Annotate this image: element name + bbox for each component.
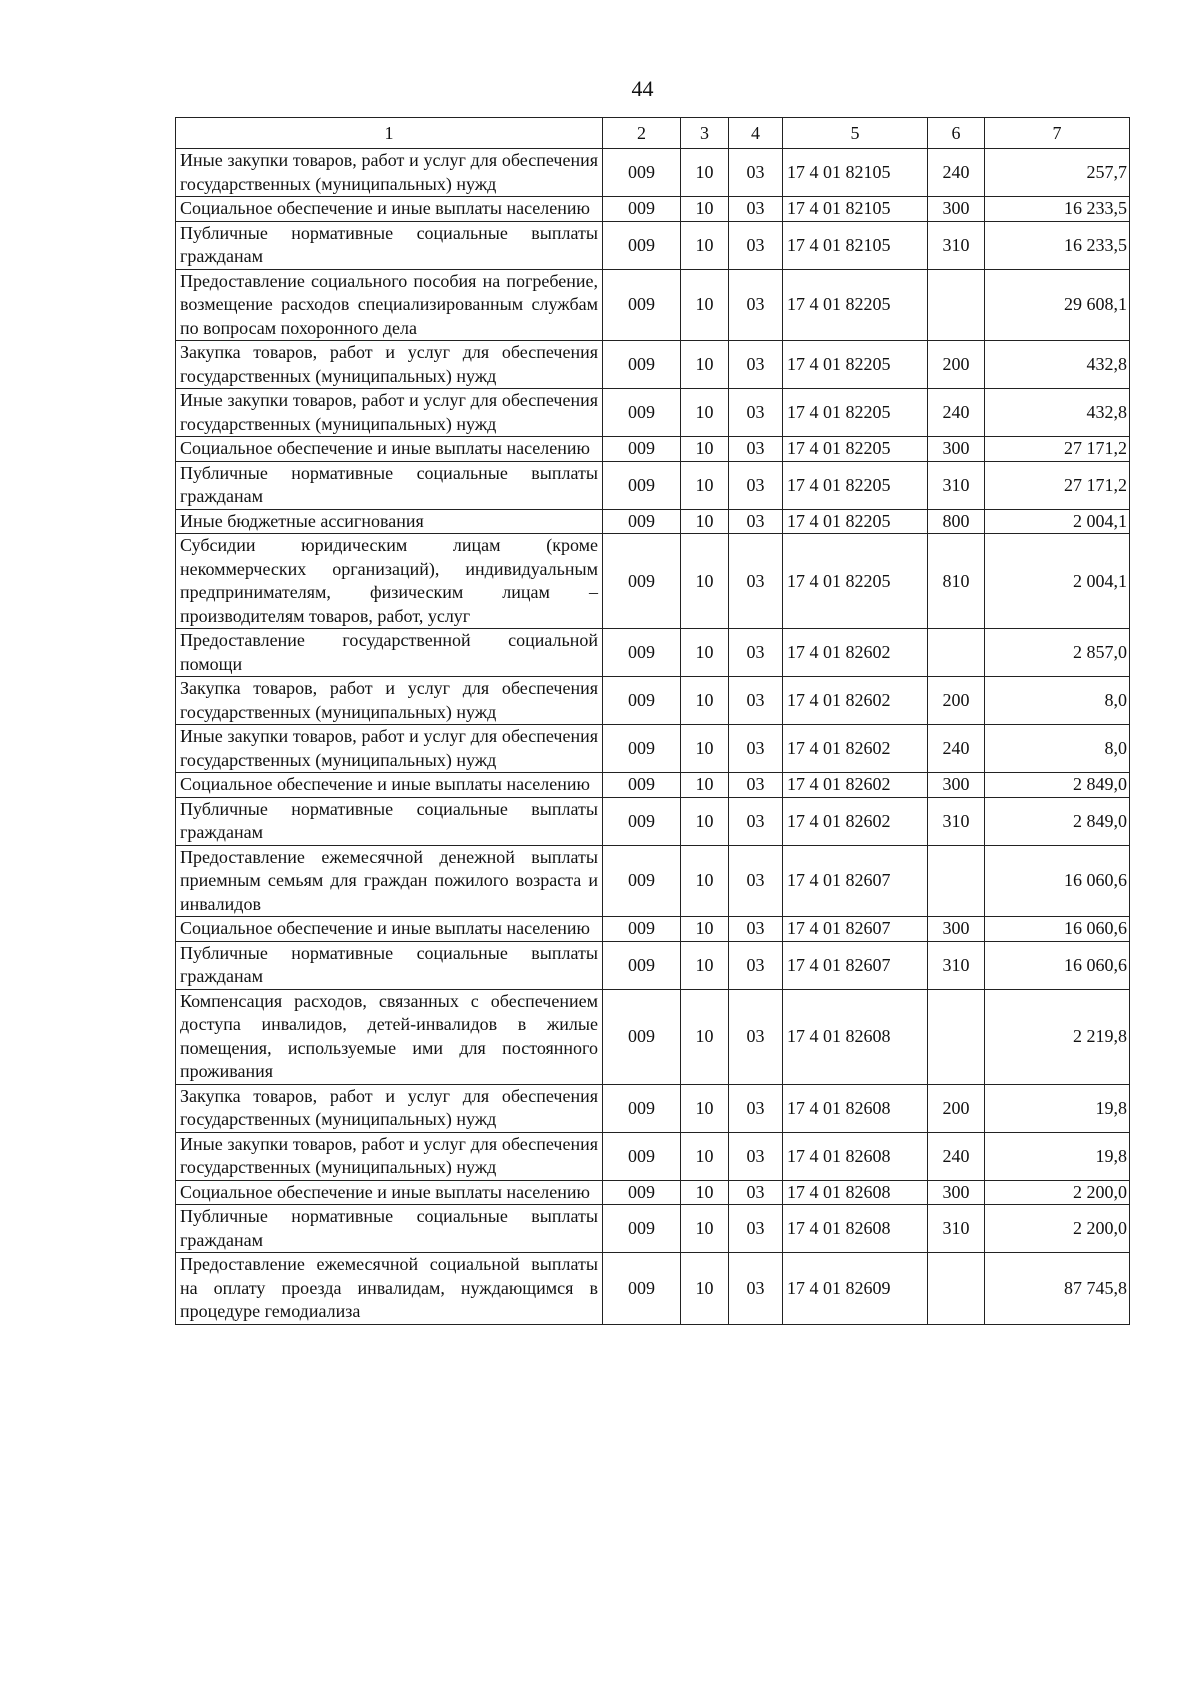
row-ministry-code: 009 bbox=[603, 534, 681, 629]
row-section: 10 bbox=[681, 1205, 729, 1253]
row-section: 10 bbox=[681, 221, 729, 269]
row-description: Закупка товаров, работ и услуг для обеспечения государственных (муниципальных) нужд bbox=[176, 1084, 603, 1132]
row-description: Предоставление ежемесячной социальной выплаты на оплату проезда инвалидам, нуждающимся в процедуре гемодиализа bbox=[176, 1253, 603, 1325]
row-target-article: 17 4 01 82205 bbox=[783, 269, 928, 341]
table-row bbox=[176, 773, 1130, 798]
row-description: Публичные нормативные социальные выплаты гражданам bbox=[176, 1205, 603, 1253]
table-row bbox=[176, 509, 1130, 534]
row-subsection: 03 bbox=[729, 221, 783, 269]
col-header-6: 6 bbox=[928, 118, 985, 149]
header-row bbox=[176, 118, 1130, 149]
row-target-article: 17 4 01 82608 bbox=[783, 1084, 928, 1132]
row-expense-type: 300 bbox=[928, 437, 985, 462]
row-amount: 2 200,0 bbox=[985, 1180, 1130, 1205]
row-description: Закупка товаров, работ и услуг для обеспечения государственных (муниципальных) нужд bbox=[176, 341, 603, 389]
row-expense-type: 240 bbox=[928, 1132, 985, 1180]
row-amount: 2 004,1 bbox=[985, 534, 1130, 629]
row-ministry-code: 009 bbox=[603, 725, 681, 773]
row-expense-type: 300 bbox=[928, 1180, 985, 1205]
row-description: Предоставление социального пособия на погребение, возмещение расходов специализированным службам по вопросам похоронного дела bbox=[176, 269, 603, 341]
row-subsection: 03 bbox=[729, 1132, 783, 1180]
row-amount: 432,8 bbox=[985, 389, 1130, 437]
row-expense-type: 240 bbox=[928, 725, 985, 773]
row-target-article: 17 4 01 82602 bbox=[783, 629, 928, 677]
row-expense-type bbox=[928, 269, 985, 341]
row-section: 10 bbox=[681, 341, 729, 389]
page-number: 44 bbox=[631, 76, 654, 101]
col-header-1: 1 bbox=[176, 118, 603, 149]
row-description: Социальное обеспечение и иные выплаты населению bbox=[176, 917, 603, 942]
row-subsection: 03 bbox=[729, 1180, 783, 1205]
row-subsection: 03 bbox=[729, 1084, 783, 1132]
row-expense-type bbox=[928, 989, 985, 1084]
row-subsection: 03 bbox=[729, 845, 783, 917]
row-amount: 16 233,5 bbox=[985, 221, 1130, 269]
row-subsection: 03 bbox=[729, 1205, 783, 1253]
row-section: 10 bbox=[681, 389, 729, 437]
row-ministry-code: 009 bbox=[603, 269, 681, 341]
row-section: 10 bbox=[681, 1180, 729, 1205]
row-description: Иные закупки товаров, работ и услуг для обеспечения государственных (муниципальных) нужд bbox=[176, 725, 603, 773]
row-subsection: 03 bbox=[729, 149, 783, 197]
row-ministry-code: 009 bbox=[603, 1132, 681, 1180]
row-subsection: 03 bbox=[729, 269, 783, 341]
row-target-article: 17 4 01 82602 bbox=[783, 677, 928, 725]
row-description: Социальное обеспечение и иные выплаты населению bbox=[176, 773, 603, 798]
row-expense-type: 310 bbox=[928, 1205, 985, 1253]
row-target-article: 17 4 01 82609 bbox=[783, 1253, 928, 1325]
row-subsection: 03 bbox=[729, 797, 783, 845]
row-expense-type: 300 bbox=[928, 773, 985, 798]
row-section: 10 bbox=[681, 797, 729, 845]
row-ministry-code: 009 bbox=[603, 437, 681, 462]
row-amount: 27 171,2 bbox=[985, 461, 1130, 509]
row-ministry-code: 009 bbox=[603, 461, 681, 509]
row-expense-type: 810 bbox=[928, 534, 985, 629]
row-description: Иные закупки товаров, работ и услуг для обеспечения государственных (муниципальных) нужд bbox=[176, 389, 603, 437]
row-amount: 29 608,1 bbox=[985, 269, 1130, 341]
row-section: 10 bbox=[681, 941, 729, 989]
row-expense-type: 240 bbox=[928, 389, 985, 437]
row-target-article: 17 4 01 82205 bbox=[783, 509, 928, 534]
row-amount: 2 857,0 bbox=[985, 629, 1130, 677]
row-description: Субсидии юридическим лицам (кроме некоммерческих организаций), индивидуальным предпринимателям, физическим лицам – производителям товаров, работ, услуг bbox=[176, 534, 603, 629]
table-row bbox=[176, 941, 1130, 989]
row-ministry-code: 009 bbox=[603, 1084, 681, 1132]
row-expense-type: 200 bbox=[928, 1084, 985, 1132]
row-target-article: 17 4 01 82608 bbox=[783, 1205, 928, 1253]
table-row bbox=[176, 534, 1130, 629]
row-description: Социальное обеспечение и иные выплаты населению bbox=[176, 437, 603, 462]
row-amount: 19,8 bbox=[985, 1084, 1130, 1132]
table-row bbox=[176, 725, 1130, 773]
row-amount: 87 745,8 bbox=[985, 1253, 1130, 1325]
row-description: Предоставление государственной социальной помощи bbox=[176, 629, 603, 677]
table-row bbox=[176, 1084, 1130, 1132]
row-section: 10 bbox=[681, 149, 729, 197]
row-amount: 16 233,5 bbox=[985, 197, 1130, 222]
table-row bbox=[176, 461, 1130, 509]
row-subsection: 03 bbox=[729, 341, 783, 389]
table-row bbox=[176, 221, 1130, 269]
row-target-article: 17 4 01 82607 bbox=[783, 917, 928, 942]
row-section: 10 bbox=[681, 534, 729, 629]
row-amount: 27 171,2 bbox=[985, 437, 1130, 462]
table-row bbox=[176, 797, 1130, 845]
row-subsection: 03 bbox=[729, 917, 783, 942]
row-amount: 2 004,1 bbox=[985, 509, 1130, 534]
col-header-5: 5 bbox=[783, 118, 928, 149]
row-section: 10 bbox=[681, 269, 729, 341]
row-description: Публичные нормативные социальные выплаты гражданам bbox=[176, 797, 603, 845]
row-expense-type bbox=[928, 1253, 985, 1325]
table-row bbox=[176, 989, 1130, 1084]
row-expense-type: 200 bbox=[928, 677, 985, 725]
row-ministry-code: 009 bbox=[603, 221, 681, 269]
row-target-article: 17 4 01 82602 bbox=[783, 725, 928, 773]
row-section: 10 bbox=[681, 989, 729, 1084]
row-subsection: 03 bbox=[729, 989, 783, 1084]
row-section: 10 bbox=[681, 1084, 729, 1132]
row-section: 10 bbox=[681, 917, 729, 942]
row-ministry-code: 009 bbox=[603, 1253, 681, 1325]
row-ministry-code: 009 bbox=[603, 629, 681, 677]
col-header-2: 2 bbox=[603, 118, 681, 149]
table-row bbox=[176, 677, 1130, 725]
row-description: Социальное обеспечение и иные выплаты населению bbox=[176, 197, 603, 222]
table-row bbox=[176, 1205, 1130, 1253]
row-expense-type: 310 bbox=[928, 941, 985, 989]
row-amount: 16 060,6 bbox=[985, 941, 1130, 989]
row-section: 10 bbox=[681, 197, 729, 222]
row-target-article: 17 4 01 82607 bbox=[783, 845, 928, 917]
row-ministry-code: 009 bbox=[603, 197, 681, 222]
row-target-article: 17 4 01 82602 bbox=[783, 773, 928, 798]
row-amount: 2 849,0 bbox=[985, 797, 1130, 845]
row-section: 10 bbox=[681, 845, 729, 917]
row-expense-type bbox=[928, 629, 985, 677]
row-ministry-code: 009 bbox=[603, 941, 681, 989]
row-description: Закупка товаров, работ и услуг для обеспечения государственных (муниципальных) нужд bbox=[176, 677, 603, 725]
row-target-article: 17 4 01 82105 bbox=[783, 149, 928, 197]
row-ministry-code: 009 bbox=[603, 677, 681, 725]
row-section: 10 bbox=[681, 1132, 729, 1180]
row-expense-type: 200 bbox=[928, 341, 985, 389]
row-expense-type: 310 bbox=[928, 461, 985, 509]
table-row bbox=[176, 269, 1130, 341]
table-row bbox=[176, 1132, 1130, 1180]
row-section: 10 bbox=[681, 1253, 729, 1325]
row-section: 10 bbox=[681, 437, 729, 462]
row-subsection: 03 bbox=[729, 1253, 783, 1325]
row-amount: 257,7 bbox=[985, 149, 1130, 197]
row-expense-type: 240 bbox=[928, 149, 985, 197]
row-amount: 432,8 bbox=[985, 341, 1130, 389]
row-expense-type bbox=[928, 845, 985, 917]
row-target-article: 17 4 01 82105 bbox=[783, 221, 928, 269]
row-section: 10 bbox=[681, 677, 729, 725]
row-section: 10 bbox=[681, 773, 729, 798]
row-ministry-code: 009 bbox=[603, 773, 681, 798]
row-ministry-code: 009 bbox=[603, 389, 681, 437]
row-expense-type: 300 bbox=[928, 917, 985, 942]
table-row bbox=[176, 629, 1130, 677]
row-ministry-code: 009 bbox=[603, 149, 681, 197]
row-section: 10 bbox=[681, 725, 729, 773]
row-ministry-code: 009 bbox=[603, 509, 681, 534]
row-description: Публичные нормативные социальные выплаты гражданам bbox=[176, 461, 603, 509]
budget-table bbox=[175, 117, 1130, 1325]
col-header-3: 3 bbox=[681, 118, 729, 149]
row-subsection: 03 bbox=[729, 389, 783, 437]
row-target-article: 17 4 01 82205 bbox=[783, 341, 928, 389]
row-description: Иные закупки товаров, работ и услуг для обеспечения государственных (муниципальных) нужд bbox=[176, 149, 603, 197]
row-subsection: 03 bbox=[729, 773, 783, 798]
row-section: 10 bbox=[681, 629, 729, 677]
row-ministry-code: 009 bbox=[603, 989, 681, 1084]
row-target-article: 17 4 01 82205 bbox=[783, 389, 928, 437]
row-ministry-code: 009 bbox=[603, 845, 681, 917]
row-subsection: 03 bbox=[729, 534, 783, 629]
row-amount: 2 849,0 bbox=[985, 773, 1130, 798]
col-header-4: 4 bbox=[729, 118, 783, 149]
row-target-article: 17 4 01 82105 bbox=[783, 197, 928, 222]
row-subsection: 03 bbox=[729, 677, 783, 725]
row-description: Публичные нормативные социальные выплаты гражданам bbox=[176, 221, 603, 269]
table-row bbox=[176, 389, 1130, 437]
row-ministry-code: 009 bbox=[603, 341, 681, 389]
row-ministry-code: 009 bbox=[603, 1205, 681, 1253]
table-row bbox=[176, 197, 1130, 222]
row-subsection: 03 bbox=[729, 941, 783, 989]
row-subsection: 03 bbox=[729, 437, 783, 462]
row-amount: 8,0 bbox=[985, 725, 1130, 773]
row-section: 10 bbox=[681, 461, 729, 509]
row-target-article: 17 4 01 82607 bbox=[783, 941, 928, 989]
row-amount: 19,8 bbox=[985, 1132, 1130, 1180]
table-row bbox=[176, 437, 1130, 462]
row-target-article: 17 4 01 82608 bbox=[783, 1132, 928, 1180]
row-target-article: 17 4 01 82608 bbox=[783, 989, 928, 1084]
row-ministry-code: 009 bbox=[603, 917, 681, 942]
row-amount: 16 060,6 bbox=[985, 917, 1130, 942]
row-subsection: 03 bbox=[729, 461, 783, 509]
row-amount: 2 219,8 bbox=[985, 989, 1130, 1084]
row-ministry-code: 009 bbox=[603, 797, 681, 845]
row-target-article: 17 4 01 82205 bbox=[783, 534, 928, 629]
row-target-article: 17 4 01 82205 bbox=[783, 437, 928, 462]
row-subsection: 03 bbox=[729, 509, 783, 534]
row-expense-type: 310 bbox=[928, 797, 985, 845]
row-subsection: 03 bbox=[729, 629, 783, 677]
row-subsection: 03 bbox=[729, 197, 783, 222]
row-section: 10 bbox=[681, 509, 729, 534]
row-description: Иные закупки товаров, работ и услуг для обеспечения государственных (муниципальных) нужд bbox=[176, 1132, 603, 1180]
table-row bbox=[176, 149, 1130, 197]
table-row bbox=[176, 845, 1130, 917]
table-row bbox=[176, 917, 1130, 942]
row-ministry-code: 009 bbox=[603, 1180, 681, 1205]
row-description: Социальное обеспечение и иные выплаты населению bbox=[176, 1180, 603, 1205]
row-amount: 16 060,6 bbox=[985, 845, 1130, 917]
row-description: Предоставление ежемесячной денежной выплаты приемным семьям для граждан пожилого возраста и инвалидов bbox=[176, 845, 603, 917]
row-expense-type: 310 bbox=[928, 221, 985, 269]
row-description: Иные бюджетные ассигнования bbox=[176, 509, 603, 534]
row-target-article: 17 4 01 82608 bbox=[783, 1180, 928, 1205]
col-header-7: 7 bbox=[985, 118, 1130, 149]
row-target-article: 17 4 01 82205 bbox=[783, 461, 928, 509]
table-row bbox=[176, 1253, 1130, 1325]
row-expense-type: 800 bbox=[928, 509, 985, 534]
row-description: Компенсация расходов, связанных с обеспечением доступа инвалидов, детей-инвалидов в жилые помещения, используемые ими для постоянного проживания bbox=[176, 989, 603, 1084]
row-description: Публичные нормативные социальные выплаты гражданам bbox=[176, 941, 603, 989]
table-row bbox=[176, 1180, 1130, 1205]
row-expense-type: 300 bbox=[928, 197, 985, 222]
row-amount: 2 200,0 bbox=[985, 1205, 1130, 1253]
row-amount: 8,0 bbox=[985, 677, 1130, 725]
row-target-article: 17 4 01 82602 bbox=[783, 797, 928, 845]
table-row bbox=[176, 341, 1130, 389]
row-subsection: 03 bbox=[729, 725, 783, 773]
table-body bbox=[176, 149, 1130, 1325]
